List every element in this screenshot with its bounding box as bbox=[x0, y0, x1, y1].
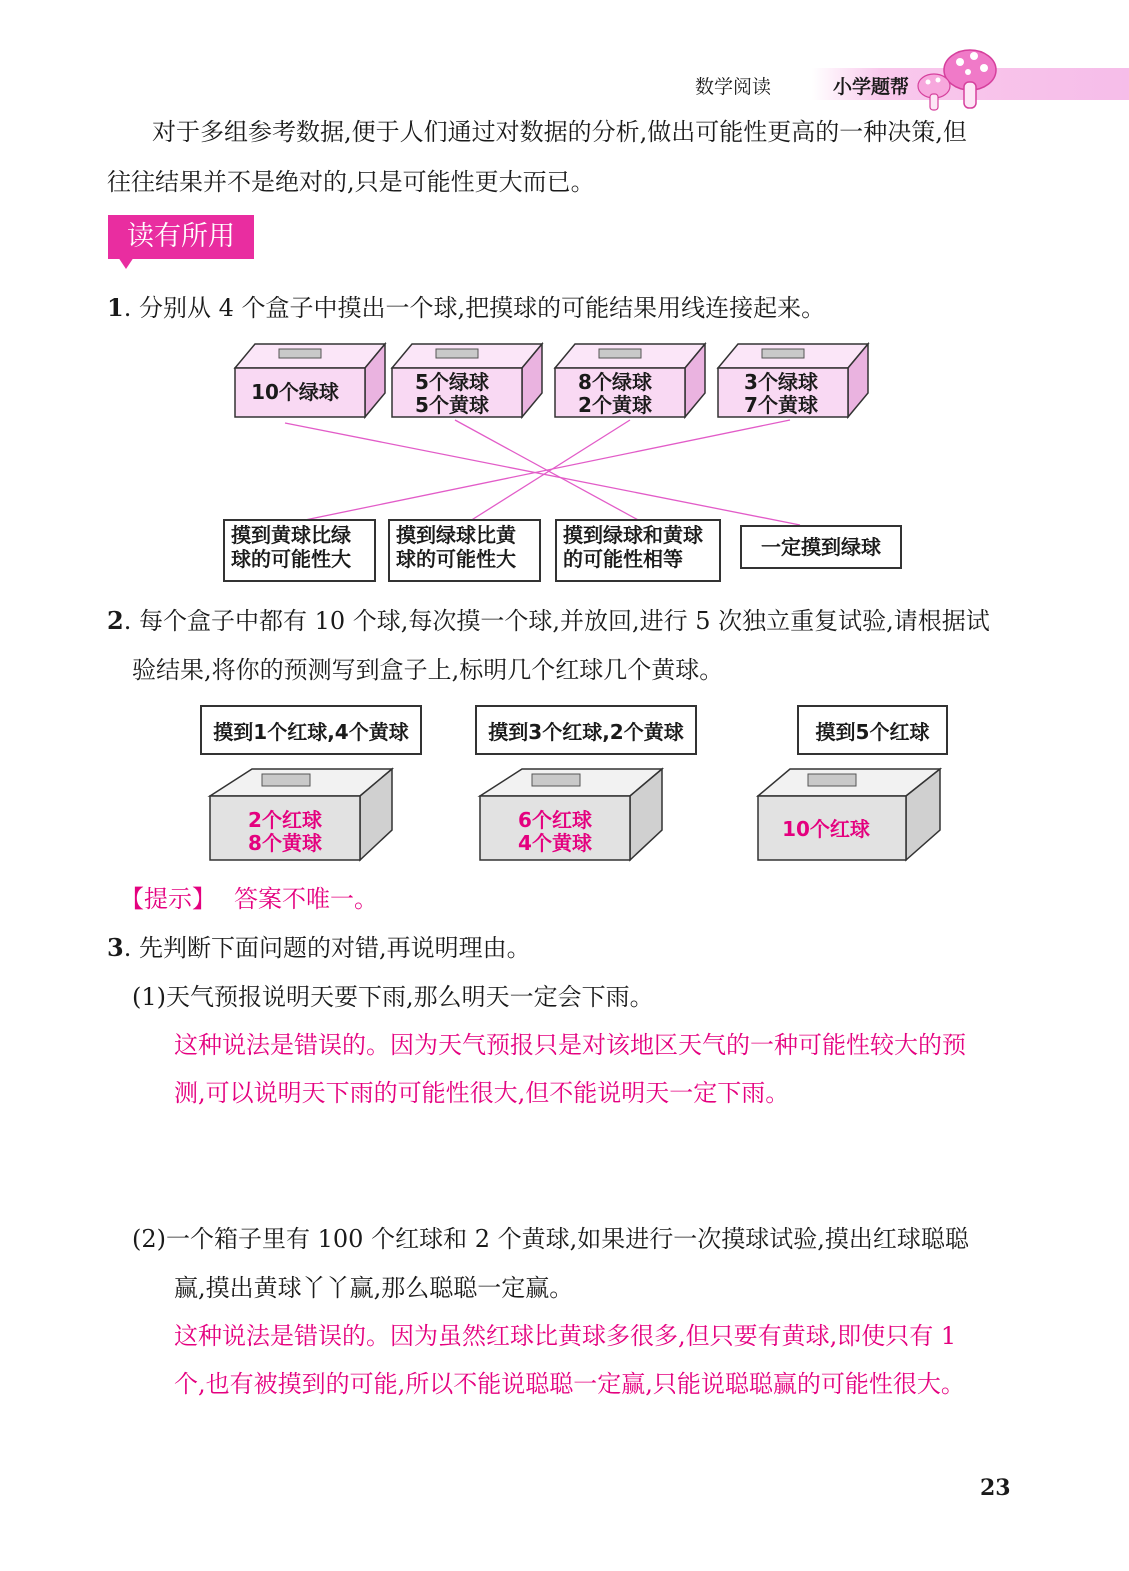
q3-sub2-question-line-2: 赢,摸出黄球丫丫赢,那么聪聪一定赢。 bbox=[174, 1274, 574, 1302]
q2-number: 2 bbox=[107, 606, 124, 635]
q2-answer-3: 10个红球 bbox=[782, 817, 870, 841]
q1-number: 1 bbox=[107, 293, 124, 322]
q1-line-3 bbox=[470, 420, 630, 521]
q1-box-2-label-2: 5个黄球 bbox=[415, 393, 489, 417]
q3-number: 3 bbox=[107, 933, 124, 962]
q3-text: . 先判断下面问题的对错,再说明理由。 bbox=[123, 934, 531, 962]
q3-sub1-label: (1) bbox=[132, 983, 166, 1011]
q2-answer-1-line-2: 8个黄球 bbox=[248, 831, 322, 855]
q3-sub2-label: (2) bbox=[132, 1225, 166, 1253]
q3-sub2-question-line-1 bbox=[132, 1227, 969, 1251]
q1-result-1-line-2: 球的可能性大 bbox=[231, 547, 351, 571]
q1-line-4 bbox=[305, 420, 790, 520]
q2-hint bbox=[120, 887, 378, 911]
q1-result-3-line-2: 的可能性相等 bbox=[563, 547, 683, 571]
q3-prompt bbox=[107, 933, 531, 962]
q2-prompt-line-1 bbox=[107, 606, 990, 635]
q1-result-3-line-1: 摸到绿球和黄球 bbox=[563, 523, 703, 547]
q1-result-2-line-2: 球的可能性大 bbox=[396, 547, 516, 571]
q1-result-1 bbox=[223, 519, 376, 582]
q3-sub1-text: 天气预报说明天要下雨,那么明天一定会下雨。 bbox=[166, 983, 654, 1011]
header-brand: 小学题帮 bbox=[833, 76, 910, 98]
q2-trial-result-3: 摸到5个红球 bbox=[797, 705, 948, 755]
q2-answer-2-line-1: 6个红球 bbox=[518, 808, 592, 832]
q1-box-1-label: 10个绿球 bbox=[251, 380, 339, 404]
q1-result-1-line-1: 摸到黄球比绿 bbox=[231, 523, 351, 547]
q2-trial-result-2: 摸到3个红球,2个黄球 bbox=[475, 705, 697, 755]
q1-text: . 分别从 4 个盒子中摸出一个球,把摸球的可能结果用线连接起来。 bbox=[123, 294, 826, 322]
q1-box-2-label-1: 5个绿球 bbox=[415, 370, 489, 394]
q2-box-3 bbox=[758, 769, 940, 860]
q3-sub2-answer-line-2: 个,也有被摸到的可能,所以不能说聪聪一定赢,只能说聪聪赢的可能性很大。 bbox=[174, 1370, 965, 1398]
q1-result-3 bbox=[555, 519, 721, 582]
q2-text-1: . 每个盒子中都有 10 个球,每次摸一个球,并放回,进行 5 次独立重复试验,请根据试 bbox=[123, 607, 990, 635]
q2-answer-1-line-1: 2个红球 bbox=[248, 808, 322, 832]
q3-sub2-text-1: 一个箱子里有 100 个红球和 2 个黄球,如果进行一次摸球试验,摸出红球聪聪 bbox=[166, 1225, 969, 1253]
q1-box-3-label-2: 2个黄球 bbox=[578, 393, 652, 417]
intro-line-2: 往往结果并不是绝对的,只是可能性更大而已。 bbox=[107, 168, 595, 196]
q2-trial-result-1: 摸到1个红球,4个黄球 bbox=[200, 705, 422, 755]
q3-sub1-answer-line-2: 测,可以说明天下雨的可能性很大,但不能说明天一定下雨。 bbox=[174, 1079, 790, 1107]
q2-prompt-line-2: 验结果,将你的预测写到盒子上,标明几个红球几个黄球。 bbox=[132, 656, 724, 684]
q3-sub1-answer-line-1: 这种说法是错误的。因为天气预报只是对该地区天气的一种可能性较大的预 bbox=[174, 1031, 966, 1059]
q1-line-1 bbox=[285, 423, 800, 525]
q3-sub1-question bbox=[132, 985, 654, 1009]
q1-result-2 bbox=[388, 519, 541, 582]
intro-line-1: 对于多组参考数据,便于人们通过对数据的分析,做出可能性更高的一种决策,但 bbox=[152, 118, 967, 146]
section-tag: 读有所用 bbox=[108, 215, 254, 259]
q1-result-4: 一定摸到绿球 bbox=[740, 525, 902, 569]
header-section-title: 数学阅读 bbox=[695, 76, 772, 98]
q2-hint-label: 【提示】 bbox=[120, 885, 216, 913]
q1-box-3-label-1: 8个绿球 bbox=[578, 370, 652, 394]
q1-result-2-line-1: 摸到绿球比黄 bbox=[396, 523, 516, 547]
q1-box-4-label-2: 7个黄球 bbox=[744, 393, 818, 417]
q1-box-4-label-1: 3个绿球 bbox=[744, 370, 818, 394]
q2-hint-text: 答案不唯一。 bbox=[234, 885, 378, 913]
page-number: 23 bbox=[980, 1475, 1011, 1501]
q3-sub2-answer-line-1: 这种说法是错误的。因为虽然红球比黄球多很多,但只要有黄球,即使只有 1 bbox=[174, 1322, 957, 1350]
q2-answer-2-line-2: 4个黄球 bbox=[518, 831, 592, 855]
